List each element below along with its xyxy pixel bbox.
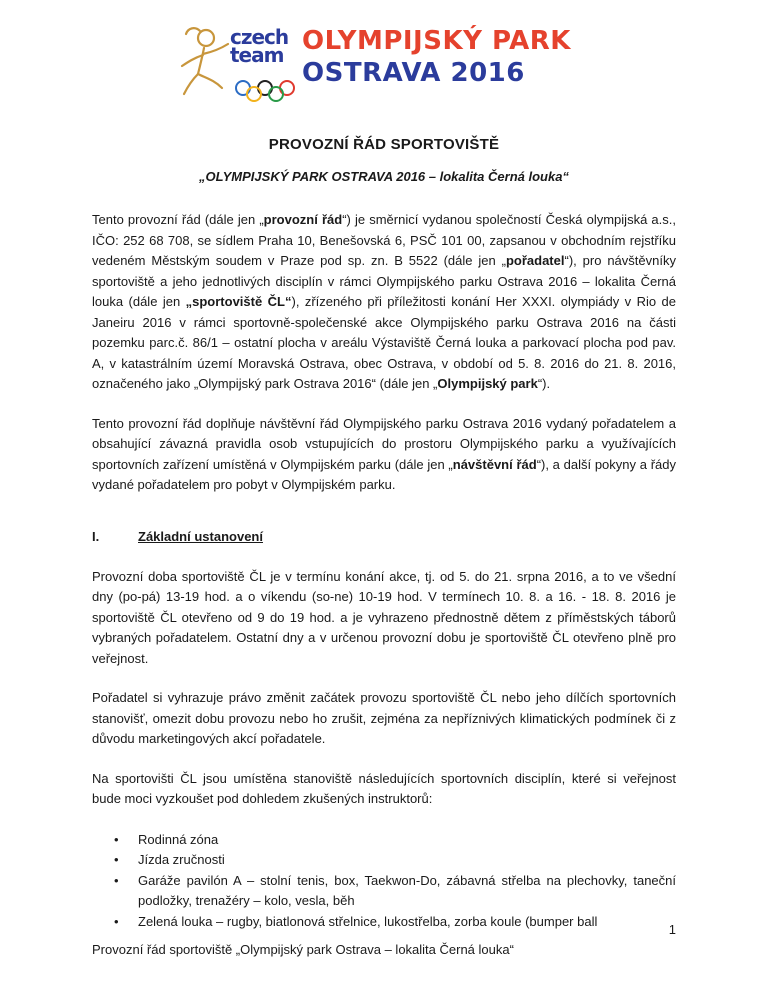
paragraph-intro: Tento provozní řád (dále jen „provozní řád“) je směrnicí vydanou společností Česká olympijská a.s., IČO: 252 68 708, se sídlem Praha 10, Benešovská 6, PSČ 101 00, zapsanou v obchodním rejstříku vedeném Městským soudem v Praze pod sp. zn. B 5522 (dále jen „pořadatel“), pro návštěvníky sportoviště a jeho jednotlivých disciplín v rámci Olympijského parku Ostrava 2016 – lokalita Černá louka (dále jen „sportoviště ČL“), zřízeného při příležitosti konání Her XXXI. olympiády v Rio de Janeiru 2016 v rámci sportovně-společenské akce Olympijského parku Ostrava 2016 na části pozemku parc.č. 86/1 – ostatní plocha v areálu Výstaviště Černá louka a parkovací plocha pod pav. A, v katastrálním území Moravská Ostrava, obec Ostrava, v období od 5. 8. 2016 do 21. 8. 2016, označeného jako „Olympijský park Ostrava 2016“ (dále jen „Olympijský park“). — [92, 212, 677, 391]
list-item: • Garáže pavilón A – stolní tenis, box, Taekwon-Do, zábavná střelba na plechovky, taneční podložky, trenažéry – kolo, vesla, běh — [92, 871, 676, 912]
section-heading — [92, 527, 676, 547]
runner-figure-icon — [178, 22, 238, 98]
paragraph-changes: Pořadatel si vyhrazuje právo změnit začátek provozu sportoviště ČL nebo jeho dílčích sportovních stanovišť, omezit dobu provozu nebo ho zrušit, zejména za nepříznivých klimatických podmínek či z důvodu marketingových akcí pořadatele. — [92, 690, 676, 746]
list-item: • Zelená louka – rugby, biatlonová střelnice, lukostřelba, zorba koule (bumper ball — [92, 912, 676, 933]
list-item: • Jízda zručnosti — [92, 850, 676, 871]
logo-line-1: OLYMPIJSKÝ PARK — [302, 26, 571, 56]
czech-team-wordmark: czech team — [230, 25, 289, 67]
section-number: I. — [92, 528, 100, 544]
list-item: • Rodinná zóna — [92, 830, 676, 851]
document-subtitle: „OLYMPIJSKÝ PARK OSTRAVA 2016 – lokalita Černá louka“ — [199, 169, 569, 184]
page-number: 1 — [668, 922, 676, 937]
document-title: PROVOZNÍ ŘÁD SPORTOVIŠTĚ — [268, 136, 500, 153]
logo — [178, 22, 598, 98]
disciplines-list — [92, 830, 676, 933]
olympic-rings-icon — [232, 80, 298, 102]
paragraph-disciplines: Na sportovišti ČL jsou umístěna stanoviště následujících sportovních disciplín, které si veřejnost bude moci vyzkoušet pod dohledem zkušených instruktorů: — [92, 770, 676, 806]
paragraph-supplement: Tento provozní řád doplňuje návštěvní řád Olympijského parku Ostrava 2016 vydaný pořadatelem a obsahující závazná pravidla osob vstupujících do prostoru Olympijského parku a využívajících sportovních zařízení umístěná v Olympijském parku (dále jen „návštěvní řád“), a další pokyny a řády vydané pořadatelem pro pobyt v Olympijském parku. — [92, 415, 676, 492]
page-footer: Provozní řád sportoviště „Olympijský park Ostrava – lokalita Černá louka“ — [92, 942, 514, 957]
logo-line-2: OSTRAVA 2016 — [302, 58, 525, 88]
section-title: Základní ustanovení — [138, 528, 263, 544]
document-body — [92, 136, 676, 932]
paragraph-opening-hours: Provozní doba sportoviště ČL je v termínu konání akce, tj. od 5. do 21. srpna 2016, a to ve všední dny (po-pá) 13-19 hod. a o víkendu (so-ne) 10-19 hod. V termínech 10. 8. a 16. - 18. 8. 2016 je sportoviště ČL otevřeno od 9 do 19 hod. a je vyhrazeno přednostně dětem z příměstských táborů vybraných pořadatelem. Ostatní dny a v určenou provozní dobu je sportoviště ČL otevřeno plně pro veřejnost. — [92, 568, 676, 666]
